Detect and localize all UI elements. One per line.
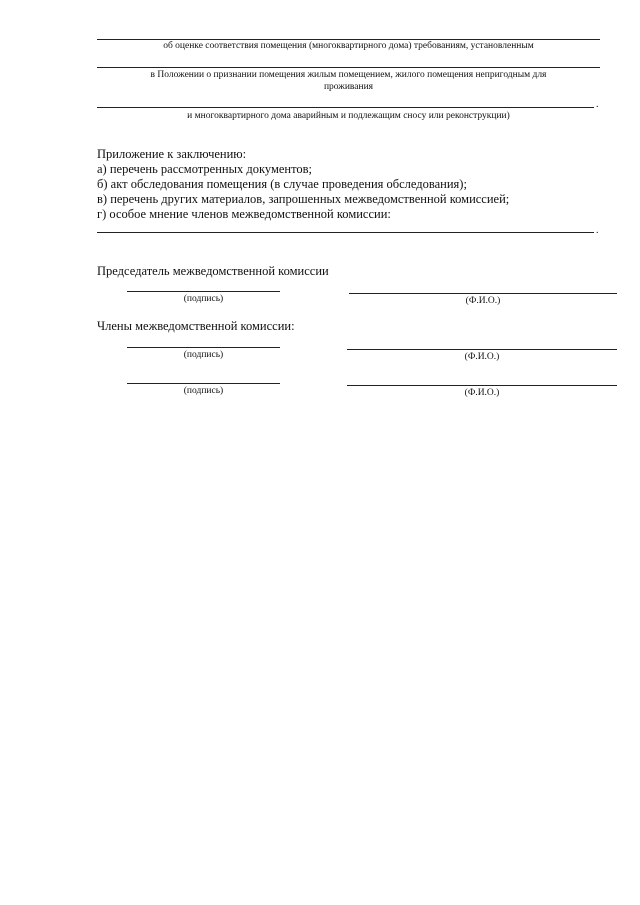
annex-item-a: а) перечень рассмотренных документов;: [97, 162, 313, 176]
annex-item-c: в) перечень других материалов, запрошенных межведомственной комиссией;: [97, 192, 510, 206]
member2-name-caption: (Ф.И.О.): [464, 388, 500, 398]
header-line-3: [97, 107, 594, 108]
annex-item-b: б) акт обследования помещения (в случае проведения обследования);: [97, 177, 467, 191]
header-line-1: [97, 39, 600, 40]
special-opinion-line: [97, 232, 594, 233]
member2-signature-caption: (подпись): [183, 386, 224, 396]
member2-signature-line: [127, 383, 280, 384]
header-caption-2-cont: проживания: [323, 82, 374, 92]
annex-item-d: г) особое мнение членов межведомственной комиссии:: [97, 207, 391, 221]
header-caption-1: об оценке соответствия помещения (многоквартирного дома) требованиям, установленным: [163, 41, 534, 51]
header-line-2: [97, 67, 600, 68]
annex-list: [97, 147, 509, 222]
member1-name-line: [347, 349, 617, 350]
chair-signature-caption: (подпись): [183, 294, 224, 304]
member1-name-caption: (Ф.И.О.): [464, 352, 500, 362]
chair-signature-line: [127, 291, 280, 292]
header-line-3-dot: .: [596, 99, 599, 110]
members-label: Члены межведомственной комиссии:: [97, 319, 295, 333]
chair-name-caption: (Ф.И.О.): [465, 296, 501, 306]
member1-signature-line: [127, 347, 280, 348]
header-caption-2: в Положении о признании помещения жилым помещением, жилого помещения непригодным для: [150, 70, 547, 80]
annex-title: Приложение к заключению:: [97, 147, 247, 161]
chair-label: Председатель межведомственной комиссии: [97, 264, 329, 278]
special-opinion-dot: .: [596, 225, 599, 236]
member2-name-line: [347, 385, 617, 386]
chair-name-line: [349, 293, 617, 294]
member1-signature-caption: (подпись): [183, 350, 224, 360]
header-caption-3: и многоквартирного дома аварийным и подлежащим сносу или реконструкции): [187, 111, 510, 121]
